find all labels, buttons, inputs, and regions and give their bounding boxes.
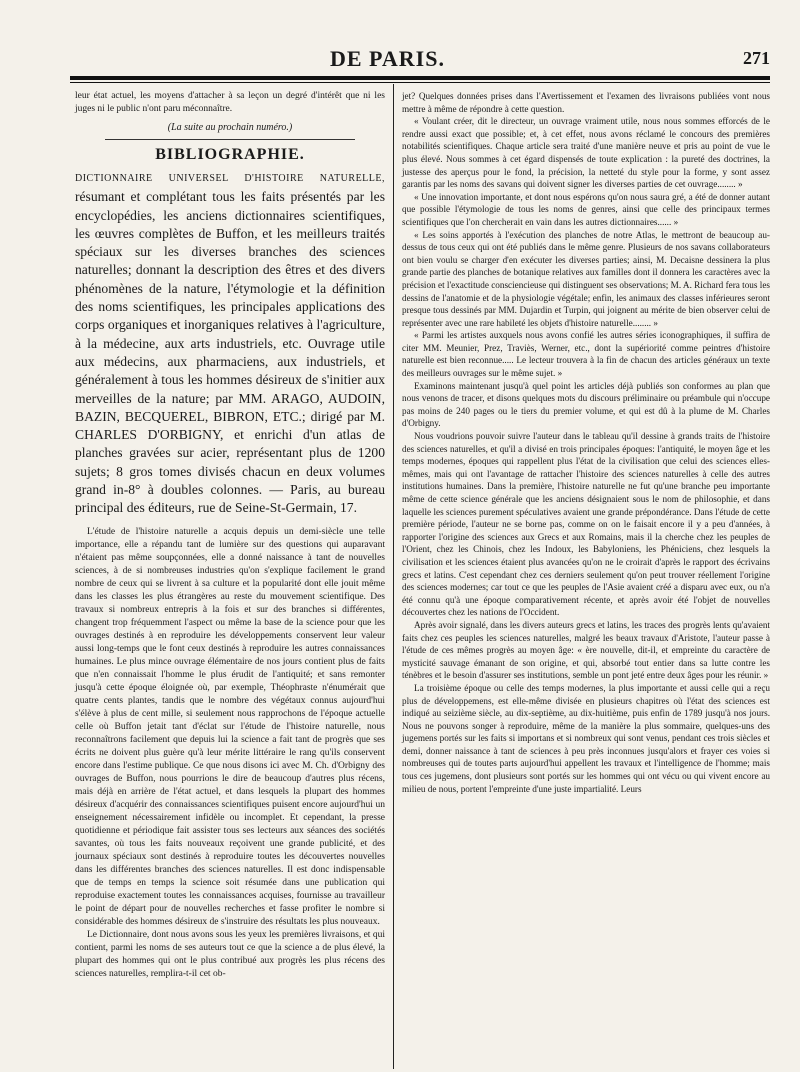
column-divider <box>393 84 394 1069</box>
right-paragraph-3: « Une innovation importante, et dont nous espérons qu'on nous saura gré, a été de donner autant que possible l'étymologie de tous les noms de genres, ainsi que celle des principaux termes scientifiques que l'on chercherait en vain dans les autres dictionnaires...... » <box>402 191 770 227</box>
right-paragraph-1: jet? Quelques données prises dans l'Avertissement et l'examen des livraisons publiées vont nous mettre à même de répondre à cette question. <box>402 91 770 114</box>
header-rule-thin <box>70 82 770 83</box>
review-paragraph-1: L'étude de l'histoire naturelle a acquis depuis un demi-siècle une telle importance, elle a répandu tant de lumière sur des questions qui auparavant n'étaient pas même soupçonnées, elle a donné naissance à tant de nouvelles sciences, à de si nombreuses industries qu'on s'explique facilement le grand nombre de ceux qui se livrent à sa culture et la popularité dont elle jouit même dans les classes les plus étrangères au reste du mouvement scientifique. Des travaux si nombreux entrepris à la fois et sur des branches si différentes, changent trop fréquemment l'aspect ou même la base de la science pour que les ouvrages destinés à en reproduire les développements conservent leur valeur aussi long-temps que le font ceux destinés à reproduire les autres connaissances humaines. Le plus mince ouvrage élémentaire de nos jours contient plus de faits que n'en connaissait l'homme le plus érudit de l'antiquité; et sans remonter jusqu'à cette époque éloignée où, par exemple, Théophraste n'énumérait que quatre cents plantes, tandis que le nombre des végétaux connus aujourd'hui s'élève à plus de cent mille, si seulement nous rapprochons de l'époque actuelle celle où Buffon jetait tant d'éclat sur l'étude de l'histoire naturelle, nous reconnaîtrons facilement que depuis lui la science a fait tant de progrès que ses écrits ne doivent plus guère qu'à leur mérite littéraire le rang qu'ils conservent encore dans l'estime publique. Ce que nous disons ici avec M. Ch. d'Orbigny des ouvrages de Buffon, nous pourrions le dire de beaucoup d'autres plus récens, mais déjà en arrière de l'état actuel, et dans lesquels la plupart des hommes désireux d'acquérir des connaissances scientifiques puisent encore aujourd'hui un enseignement nécessairement infidèle ou incomplet. Et cependant, la presse quotidienne et périodique fait assister tous ses lecteurs aux séances des sociétés savantes, où tous les faits nouveaux reçoivent une grande publicité, et des journaux spéciaux sont destinés à reproduire toutes les découvertes nouvelles dans les différentes branches des sciences naturelles. Il est donc indispensable que de temps en temps la science soit résumée dans une publication qui reproduise exactement toutes les connaissances acquises, fournisse au travailleur le point de départ pour de nouvelles recherches et fasse profiter le nombre si considérable des hommes désireux de s'instruire des résultats les plus nouveaux. <box>75 526 385 927</box>
section-separator <box>105 139 355 140</box>
right-paragraph-8: Après avoir signalé, dans les divers auteurs grecs et latins, les traces des progrès lents qu'avaient faits chez ces peuples les sciences naturelles, malgré les beaux travaux d'Aristote, l'auteur passe à l'étude de ces mêmes progrès au moyen âge: « ère nouvelle, dit-il, et empreinte du caractère de mysticité sauvage émanant de son origine, et qui, absorbé tout entier dans sa lutte contre les ténèbres et le besoin d'assurer ses institutions, semble un pont jeté entre deux âges pour les réunir. » <box>402 619 770 681</box>
right-paragraph-4: « Les soins apportés à l'exécution des planches de notre Atlas, le mettront de beaucoup au-dessus de tous ceux qui ont été publiés dans le même genre. Plusieurs de nos savans collaborateurs ont bien voulu se charger d'en exécuter les diverses parties; ainsi, M. Decaisne dessinera la plus grande partie des planches de botanique relatives aux familles dont il donnera les caractères avec la précision et l'exactitude consciencieuse qui distinguent ses observations; M. A. Richard fera tous les dessins de l'anatomie et de la physiologie végétale; enfin, les animaux des classes inférieures seront presque tous dessinés par MM. Dujardin et Turpin, qui joignent au mérite de bien observer celui de représenter avec une rare habileté les objets d'histoire naturelle........ » <box>402 229 770 328</box>
review-paragraph-2: Le Dictionnaire, dont nous avons sous les yeux les premières livraisons, et qui contient, parmi les noms de ses auteurs tout ce que la science a de plus élevé, la plupart des hommes qui ont le plus contribué aux progrès les plus récens des sciences naturelles, remplira-t-il cet ob- <box>75 929 385 979</box>
header-rule-thick <box>70 76 770 80</box>
entry-description: résumant et complétant tous les faits présentés par les encyclopédies, les anciens dictionnaires scientifiques, les œuvres complètes de Buffon, et les meilleurs traités spéciaux sur les diverses branches des sciences naturelles; donnant la description des êtres et des divers phénomènes de la nature, l'étymologie et la définition des noms scientifiques, les principales applications des corps organiques et inorganiques relatives à l'agriculture, à la médecine, aux arts industriels, etc. Ouvrage utile aux médecins, aux pharmaciens, aux industriels, et généralement à tous les hommes désireux de s'initier aux merveilles de la nature; par MM. ARAGO, AUDOIN, BAZIN, BECQUEREL, BIBRON, ETC.; dirigé par M. CHARLES D'ORBIGNY, et enrichi d'un atlas de planches gravées sur acier, représentant plus de 1200 sujets; 8 gros tomes divisés chacun en deux volumes grand in-8° à doubles colonnes. — Paris, au bureau principal des éditeurs, rue de Seine-St-Germain, 17. <box>75 189 385 516</box>
right-paragraph-9: La troisième époque ou celle des temps modernes, la plus importante et aussi celle qui a reçu plus de développemens, est elle-même divisée en plusieurs chapitres où l'état des sciences est indiqué au seizième siècle, au dix-septième, au dix-huitième, puis enfin de 1789 jusqu'à nos jours. Nous ne pouvons songer à reproduire, même de la manière la plus sommaire, quelques-uns des jugemens portés sur les faits si importans et si nombreux qui sont venus, pendant ces trois siècles et demi, donner naissance à tant de sciences à peu près inconnues jusqu'alors et frayer ces voies si nombreuses qui de toutes parts aujourd'hui appellent les travaux et l'intelligence de l'homme; mais tous ces jugemens, dont plusieurs sont portés sur les hommes qui ont vécu ou qui vivent encore au milieu de nous, portent l'empreinte d'une juste impartialité. Leurs <box>402 682 770 794</box>
left-column <box>75 90 385 981</box>
page-number: 271 <box>743 48 770 68</box>
bibliography-entry <box>75 168 385 518</box>
section-title: BIBLIOGRAPHIE. <box>155 146 305 163</box>
intro-paragraph: leur état actuel, les moyens d'attacher à sa leçon un degré d'intérêt que ni les juges ni le public n'ont paru méconnaître. <box>75 91 385 114</box>
entry-title: DICTIONNAIRE UNIVERSEL D'HISTOIRE NATURELLE, <box>75 173 385 184</box>
running-title: DE PARIS. <box>330 46 445 71</box>
right-column <box>402 90 770 795</box>
right-paragraph-6: Examinons maintenant jusqu'à quel point les articles déjà publiés son conformes au plan que nous venons de tracer, et disons quelques mots du discours préliminaire ou préambule qui n'occupe pas moins de 240 pages ou le tiers du premier volume, et qui est dû à la plume de M. Charles d'Orbigny. <box>402 380 770 429</box>
right-paragraph-7: Nous voudrions pouvoir suivre l'auteur dans le tableau qu'il dessine à grands traits de l'histoire des sciences naturelles, et qu'il a divisé en trois principales époques: l'antiquité, le moyen âge et les temps modernes, époques qui rappellent plus l'état de la civilisation que celui des sciences elles-mêmes, mais qui ont l'avantage de rattacher l'histoire des sciences naturelles à celle des autres institutions humaines. Dans la première, l'histoire naturelle ne fut qu'une branche peu importante même de cette science générale que les anciens désignaient sous le nom de philosophie, et dans laquelle les sciences purement spéculatives avaient une grande prépondérance. Dans l'étude de cette première période, l'auteur ne se borne pas, comme on on le faisait encore il y a peu d'années, à rapporter l'origine des sciences aux Grecs et aux Romains, mais il la cherche chez les peuples de l'Orient, chez les Chinois, chez les Indoux, les Babyloniens, les Phéniciens, chez lesquels la civilisation et les sciences étaient plus avancées qu'on ne le croirait d'après le rapport des écrivains grecs et latins. C'est cependant chez ces derniers seulement qu'on peut trouver réellement l'origine des sciences modernes; car tout ce que les peuples de l'Asie avaient créé a disparu avec eux, ou n'a été connu qu'à une époque comparativement récente, et après avoir été l'objet de nouvelles découvertes chez les nations de l'Occident. <box>402 431 770 618</box>
continuation-note: (La suite au prochain numéro.) <box>167 122 293 133</box>
right-paragraph-2: « Voulant créer, dit le directeur, un ouvrage vraiment utile, nous nous sommes efforcés de le rendre aussi exact que possible; et, à cet effet, nous avons réclamé le concours des premières notabilités scientifiques. Chaque article sera traité d'une manière neuve et pris au point de vue le plus élevé. Nous sommes à cet égard dispensés de toute explication : la pureté des doctrines, la justesse des aperçus pour le fond, la précision, la netteté du style pour la forme, y sont assez garantis par les noms des savans qui doivent signer les diverses parties de cet ouvrage........ » <box>402 116 770 190</box>
right-paragraph-5: « Parmi les artistes auxquels nous avons confié les autres séries iconographiques, il suffira de citer MM. Meunier, Prez, Traviès, Werner, etc., dont la supériorité comme peintres d'histoire naturelle est bien reconnue..... Le lecteur trouvera à la fin de chacun des articles généraux un texte des meilleurs ouvrages sur le même sujet. » <box>402 330 770 379</box>
page-header <box>70 40 770 74</box>
